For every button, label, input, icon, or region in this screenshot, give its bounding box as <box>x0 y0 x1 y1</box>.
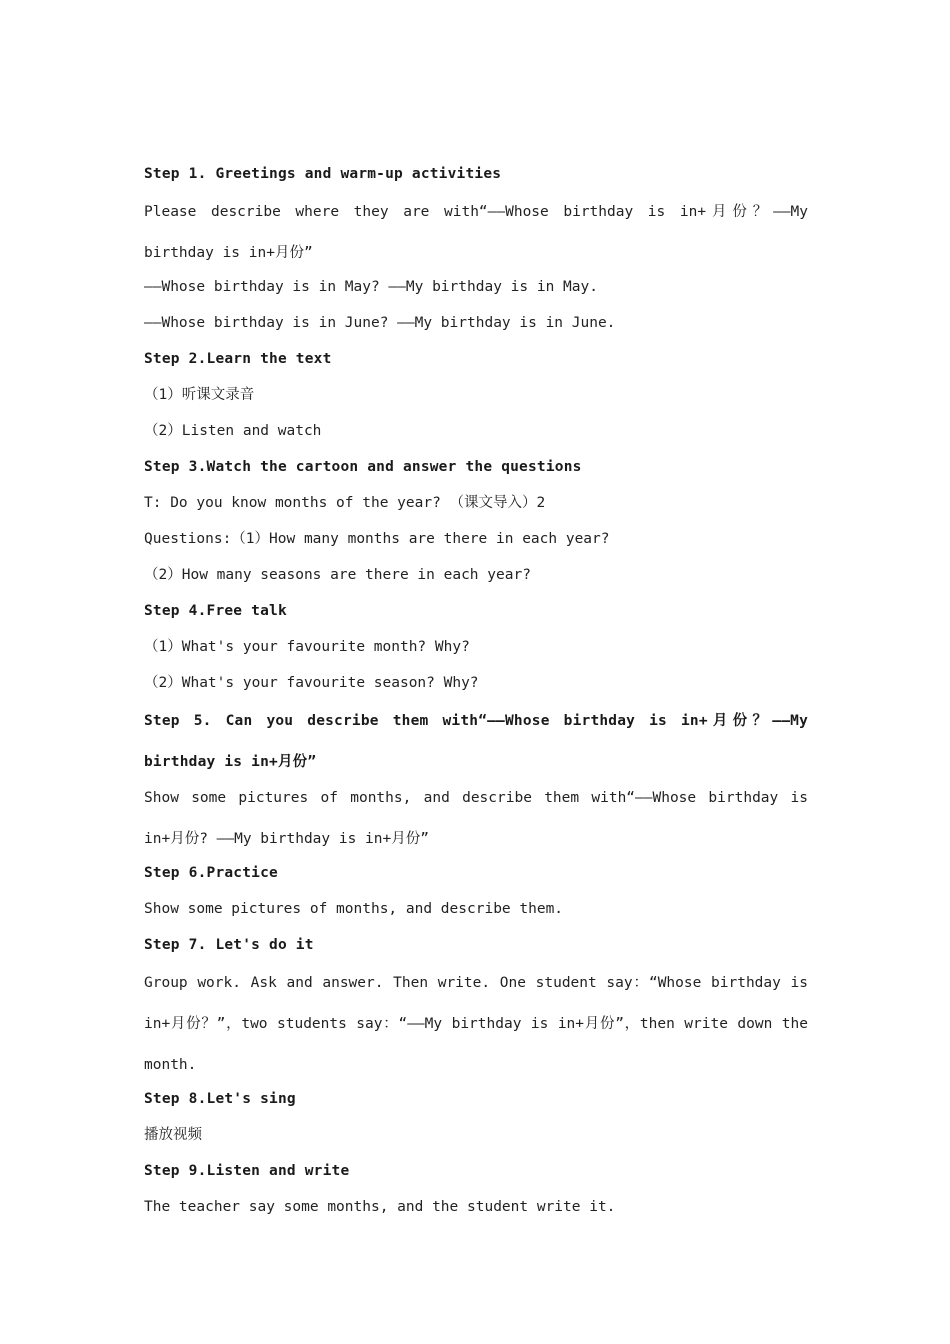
step-2-heading: Step 2.Learn the text <box>144 351 332 367</box>
step-8-heading: Step 8.Let's sing <box>144 1091 296 1107</box>
step-2-item-2: （2）Listen and watch <box>144 423 322 439</box>
step-6-heading: Step 6.Practice <box>144 865 278 881</box>
document-page <box>144 156 808 1225</box>
step-2-item-1: （1）听课文录音 <box>144 387 255 403</box>
step-3-heading: Step 3.Watch the cartoon and answer the questions <box>144 459 582 475</box>
step-9-instruction: The teacher say some months, and the student write it. <box>144 1199 616 1215</box>
step-8-instruction: 播放视频 <box>144 1127 202 1143</box>
step-4-item-2: （2）What's your favourite season? Why? <box>144 675 479 691</box>
step-3-teacher-question: T: Do you know months of the year? （课文导入）2 <box>144 495 546 511</box>
step-7-instruction: Group work. Ask and answer. Then write. One student say：“Whose birthday is in+月份？”，two students say：“——My birthday is in+月份”，then write down the month. <box>144 975 808 1073</box>
step-1-example-may: ——Whose birthday is in May? ——My birthday is in May. <box>144 279 598 295</box>
step-3-question-2: （2）How many seasons are there in each year? <box>144 567 531 583</box>
step-6-instruction: Show some pictures of months, and describe them. <box>144 901 564 917</box>
step-1-heading: Step 1. Greetings and warm-up activities <box>144 166 502 182</box>
step-1-example-june: ——Whose birthday is in June? ——My birthday is in June. <box>144 315 616 331</box>
step-5-instruction: Show some pictures of months, and describe them with“——Whose birthday is in+月份? ——My birthday is in+月份” <box>144 790 808 847</box>
step-7-heading: Step 7. Let's do it <box>144 937 314 953</box>
step-5-heading: Step 5. Can you describe them with“——Whose birthday is in+月份？——My birthday is in+月份” <box>144 713 808 770</box>
step-9-heading: Step 9.Listen and write <box>144 1163 350 1179</box>
step-1-instruction: Please describe where they are with“——Whose birthday is in+月份？——My birthday is in+月份” <box>144 204 808 261</box>
step-3-question-1: Questions:（1）How many months are there in each year? <box>144 531 610 547</box>
step-4-item-1: （1）What's your favourite month? Why? <box>144 639 470 655</box>
step-4-heading: Step 4.Free talk <box>144 603 287 619</box>
